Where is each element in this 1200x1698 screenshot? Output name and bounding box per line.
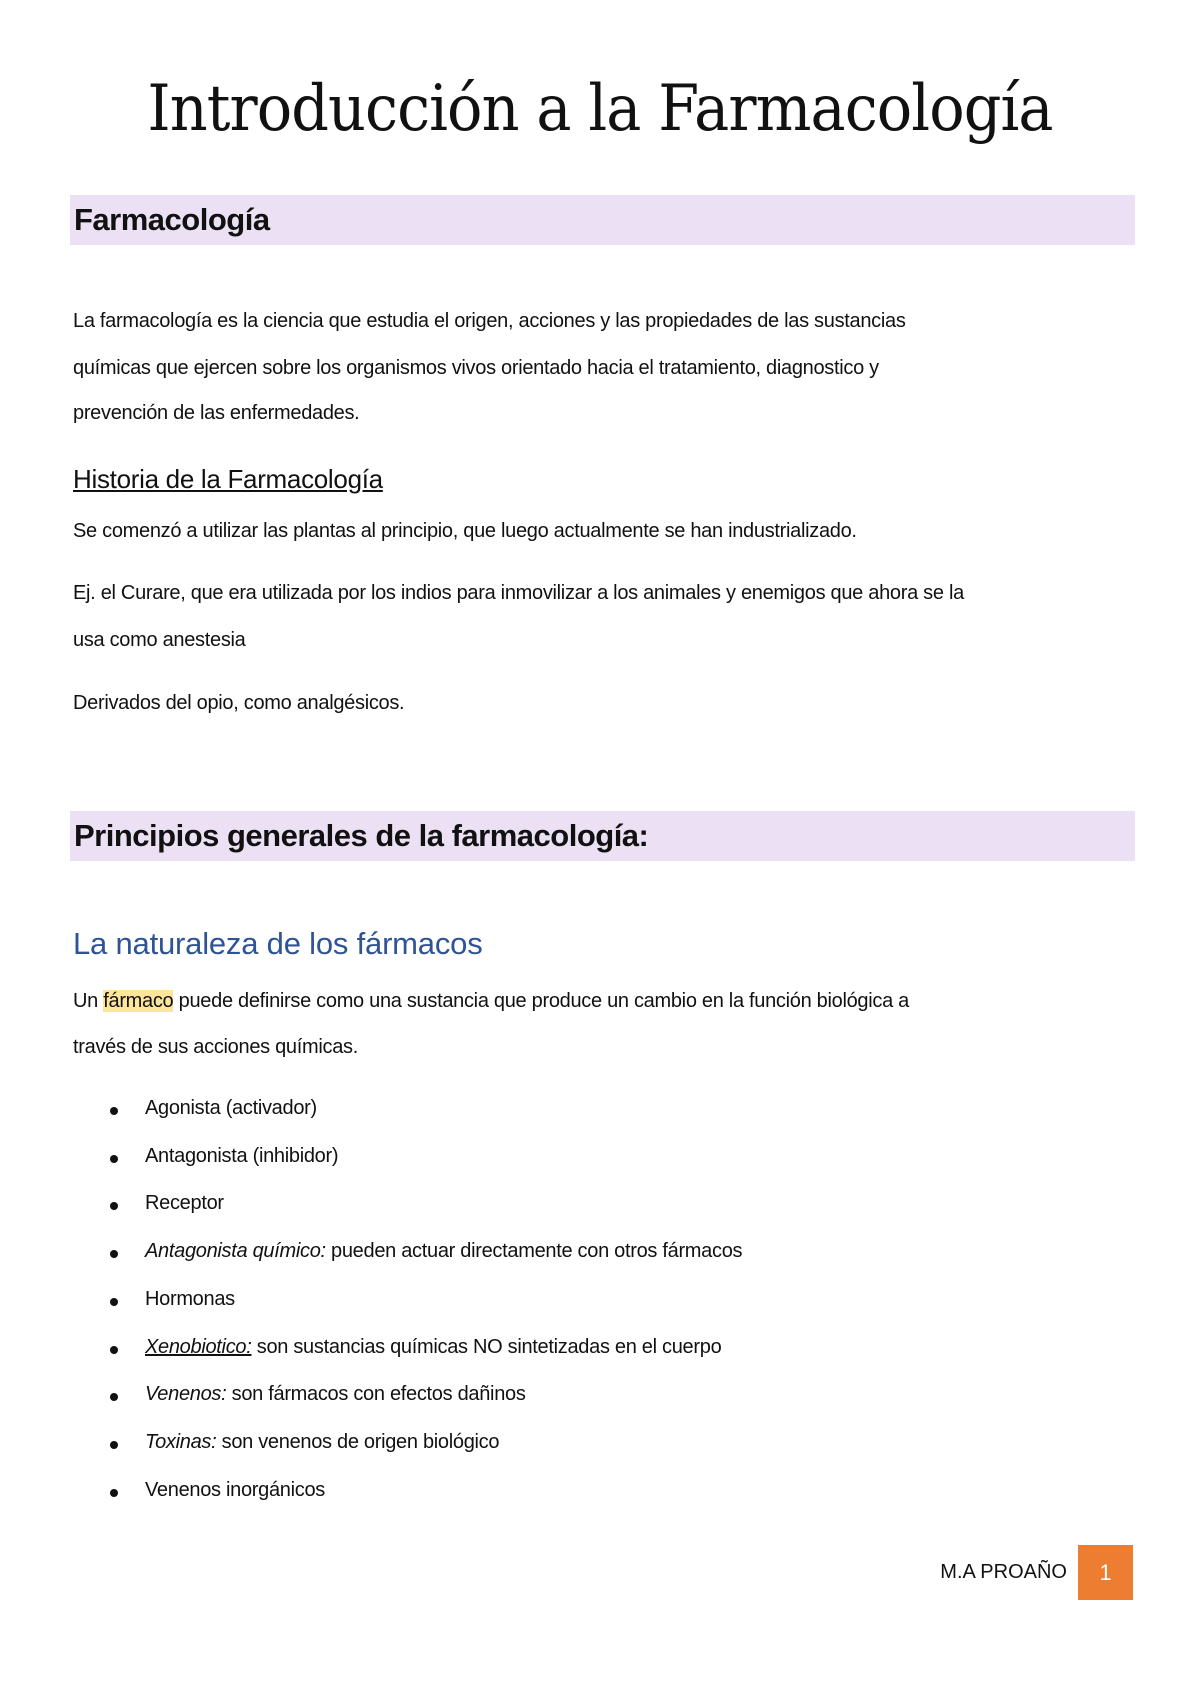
paragraph-line: Se comenzó a utilizar las plantas al principio, que luego actualmente se han industrializado. — [73, 520, 857, 542]
bullet-icon — [110, 1107, 118, 1115]
bullet-icon — [110, 1393, 118, 1401]
list-item-text: pueden actuar directamente con otros fármacos — [325, 1240, 743, 1262]
list-item-term: Venenos: — [145, 1383, 227, 1405]
document-title: Introducción a la Farmacología — [147, 72, 1053, 146]
footer-author: M.A PROAÑO — [940, 1561, 1067, 1583]
paragraph-line: Derivados del opio, como analgésicos. — [73, 692, 405, 714]
list-item — [145, 1431, 499, 1454]
text: Un — [73, 990, 104, 1012]
bullet-icon — [110, 1441, 118, 1449]
paragraph-line: Ej. el Curare, que era utilizada por los indios para inmovilizar a los animales y enemigos que ahora se la — [73, 582, 964, 604]
list-item-text: son venenos de origen biológico — [216, 1431, 500, 1453]
section-heading-text: Farmacología — [74, 202, 270, 237]
list-item — [145, 1288, 235, 1311]
section-heading-farmacologia — [70, 195, 1135, 245]
list-item-text: Receptor — [145, 1192, 224, 1214]
list-item — [145, 1479, 325, 1502]
list-item-term: Xenobiotico: — [145, 1336, 252, 1358]
paragraph-line: La farmacología es la ciencia que estudia el origen, acciones y las propiedades de las sustancias — [73, 310, 906, 332]
paragraph-line: prevención de las enfermedades. — [73, 402, 360, 424]
bullet-icon — [110, 1489, 118, 1497]
list-item-text: son sustancias químicas NO sintetizadas en el cuerpo — [251, 1336, 722, 1358]
bullet-icon — [110, 1250, 118, 1258]
list-item — [145, 1145, 338, 1168]
list-item — [145, 1097, 317, 1120]
bullet-icon — [110, 1155, 118, 1163]
bullet-icon — [110, 1298, 118, 1306]
list-item-text: Antagonista (inhibidor) — [145, 1145, 339, 1167]
list-item-text: Agonista (activador) — [145, 1097, 317, 1119]
list-item — [145, 1192, 224, 1215]
list-item-term: Antagonista químico: — [145, 1240, 326, 1262]
list-item-text: Hormonas — [145, 1288, 235, 1310]
list-item-text: son fármacos con efectos dañinos — [226, 1383, 526, 1405]
bullet-icon — [110, 1346, 118, 1354]
paragraph-line: través de sus acciones químicas. — [73, 1036, 358, 1058]
highlighted-term: fármaco — [103, 990, 174, 1012]
list-item-term: Toxinas: — [145, 1431, 217, 1453]
bullet-icon — [110, 1202, 118, 1210]
list-item — [145, 1240, 742, 1263]
section-heading-text: Principios generales de la farmacología: — [74, 818, 649, 853]
paragraph-line: químicas que ejercen sobre los organismos vivos orientado hacia el tratamiento, diagnostico y — [73, 357, 879, 379]
paragraph-line — [73, 990, 909, 1013]
list-item — [145, 1383, 526, 1406]
subheading-naturaleza: La naturaleza de los fármacos — [73, 926, 483, 961]
text: puede definirse como una sustancia que produce un cambio en la función biológica a — [173, 990, 909, 1012]
paragraph-line: usa como anestesia — [73, 629, 246, 651]
section-heading-principios — [70, 811, 1135, 861]
page-number: 1 — [1078, 1545, 1133, 1600]
list-item — [145, 1336, 721, 1359]
subheading-historia: Historia de la Farmacología — [73, 464, 383, 494]
list-item-text: Venenos inorgánicos — [145, 1479, 325, 1501]
